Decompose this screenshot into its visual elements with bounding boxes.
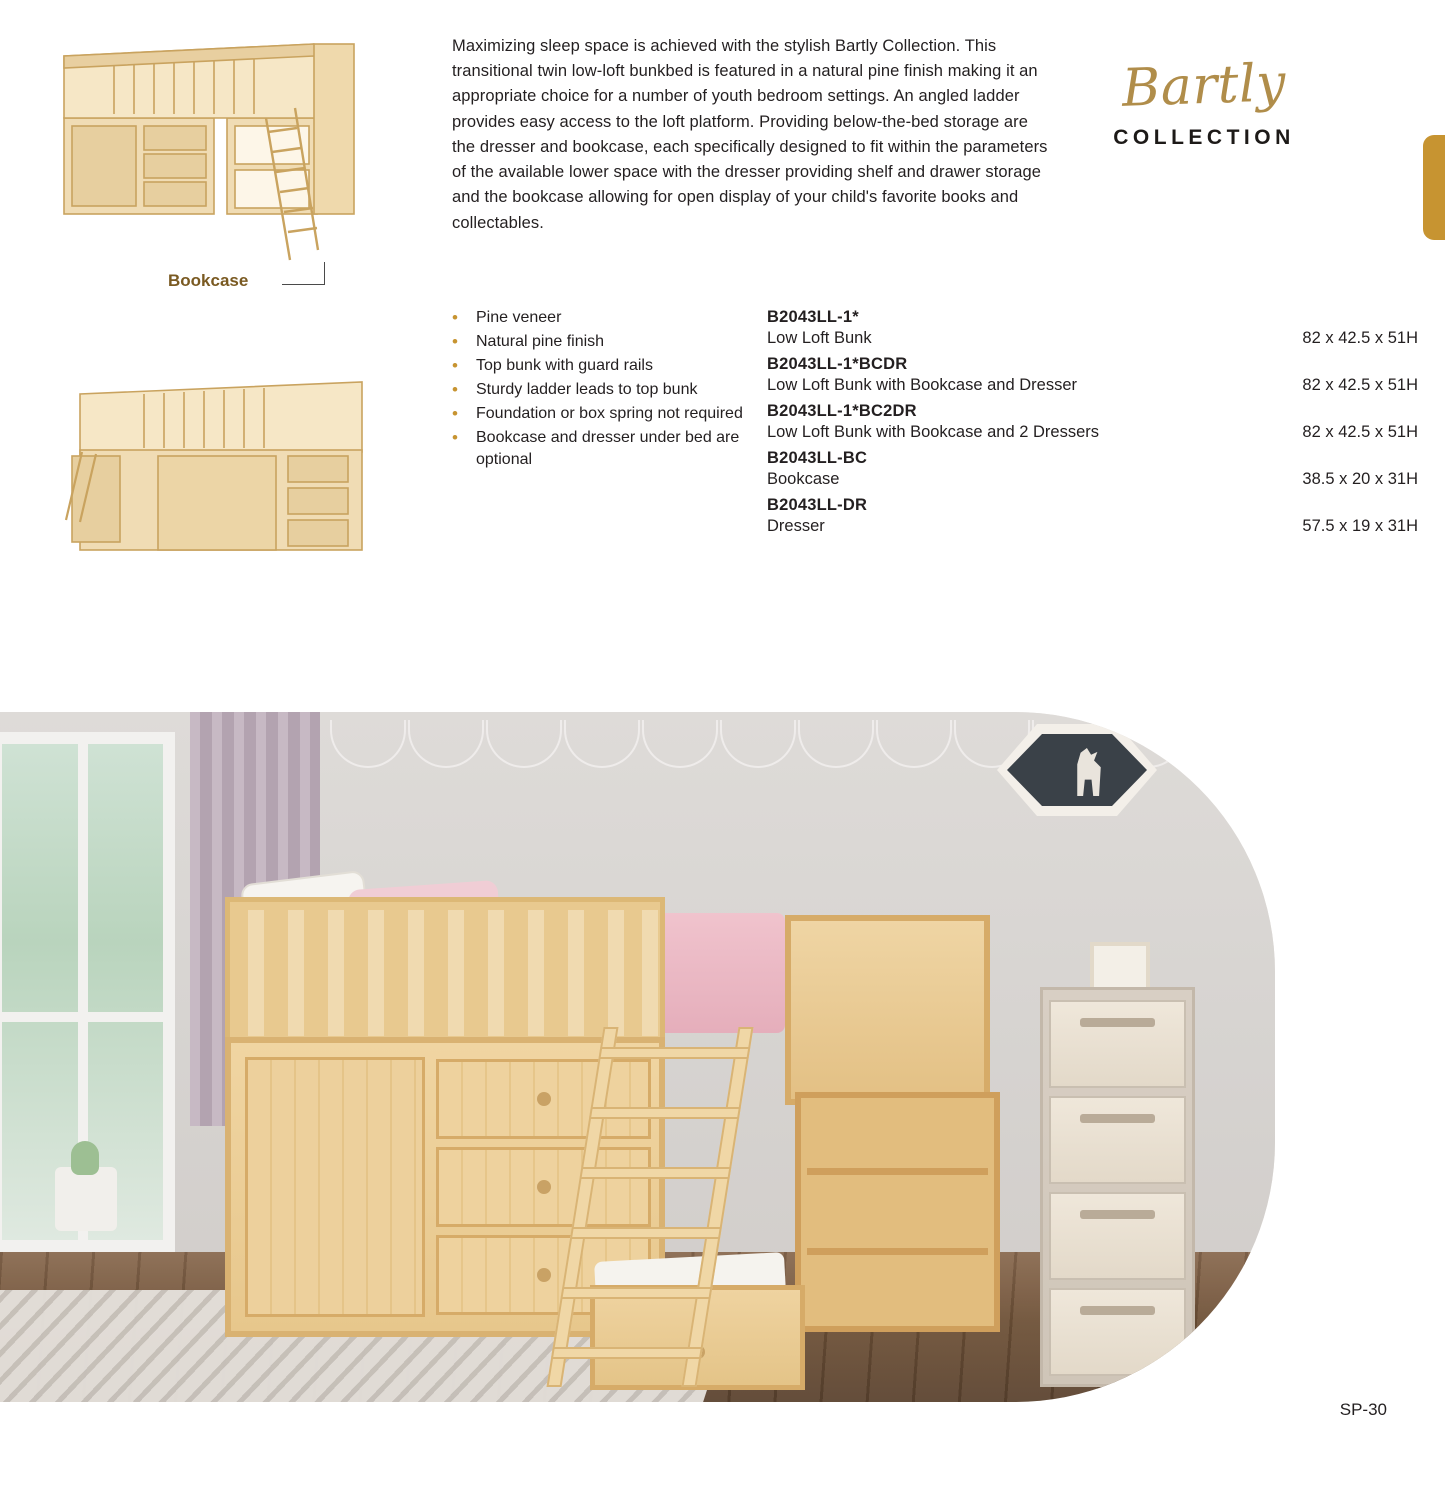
feature-text: Foundation or box spring not required [476, 404, 743, 422]
chest-drawer [1049, 1096, 1186, 1184]
page-tab-marker [1423, 135, 1445, 240]
table-row [767, 496, 1418, 536]
sku-code: B2043LL-1*BCDR [767, 355, 908, 373]
sku-code: B2043LL-DR [767, 496, 868, 514]
headboard-panel [785, 915, 990, 1105]
brand-subtitle: COLLECTION [1113, 126, 1295, 149]
feature-text: Pine veneer [476, 309, 562, 326]
sku-code: B2043LL-1*BC2DR [767, 402, 917, 420]
list-item [452, 427, 752, 472]
potted-plant [55, 1167, 117, 1231]
table-row [767, 449, 1418, 489]
feature-text: Natural pine finish [476, 332, 605, 350]
product-illustration-loft-bunk-bookcase [52, 22, 367, 262]
table-row [767, 308, 1418, 348]
bookcase-callout-label: Bookcase [168, 271, 249, 290]
sku-dimensions: 57.5 x 19 x 31H [1302, 517, 1418, 535]
sku-dimensions: 82 x 42.5 x 51H [1302, 329, 1418, 347]
collection-description: Maximizing sleep space is achieved with the stylish Bartly Collection. This transitional twin low-loft bunkbed is featured in a natural pine finish making it an appropriate choice for a number of youth bedroom settings. An angled ladder provides easy access to the loft platform. Providing below-the-bed storage are the dresser and bookcase, each specifically designed to fit within the parameters of the available lower space with the dresser providing shelf and drawer storage and the bookcase allowing for open display of your child's favorite books and collectables. [452, 37, 1048, 232]
brand-name: Bartly [1121, 53, 1287, 119]
chest-drawer [1049, 1288, 1186, 1376]
bookcase-callout-leader [282, 262, 325, 285]
under-bed-bookcase [795, 1092, 1000, 1332]
bullet-icon: • [452, 331, 458, 351]
list-item [452, 331, 752, 354]
sku-name: Bookcase [767, 470, 840, 488]
bullet-icon: • [452, 427, 458, 447]
low-loft-bunk-bed [205, 897, 1005, 1397]
feature-text: Bookcase and dresser under bed are optional [476, 428, 740, 469]
sku-name: Dresser [767, 517, 825, 535]
sku-table [767, 308, 1418, 543]
product-illustration-loft-bunk-dresser [62, 372, 372, 580]
sku-name: Low Loft Bunk with Bookcase and Dresser [767, 376, 1077, 394]
chest-drawer [1049, 1000, 1186, 1088]
sku-dimensions: 82 x 42.5 x 51H [1302, 376, 1418, 394]
lifestyle-photo [0, 712, 1275, 1402]
feature-text: Sturdy ladder leads to top bunk [476, 380, 698, 398]
list-item [452, 355, 752, 378]
chest-drawer [1049, 1192, 1186, 1280]
feature-list [452, 307, 752, 473]
bullet-icon: • [452, 379, 458, 399]
table-row [767, 355, 1418, 395]
sku-code: B2043LL-BC [767, 449, 868, 467]
table-row [767, 402, 1418, 442]
sku-name: Low Loft Bunk [767, 329, 872, 347]
sku-code: B2043LL-1* [767, 308, 859, 326]
bullet-icon: • [452, 355, 458, 375]
list-item [452, 403, 752, 426]
bullet-icon: • [452, 308, 458, 327]
page-number: SP-30 [1339, 1400, 1387, 1419]
sku-name: Low Loft Bunk with Bookcase and 2 Dressers [767, 423, 1100, 441]
tall-chest-of-drawers [1040, 987, 1195, 1387]
sku-dimensions: 38.5 x 20 x 31H [1302, 470, 1418, 488]
list-item [452, 379, 752, 402]
dresser-door [245, 1057, 425, 1317]
brand-block [1069, 53, 1339, 150]
guard-rail [225, 897, 665, 1042]
bullet-icon: • [452, 403, 458, 423]
feature-text: Top bunk with guard rails [476, 356, 653, 374]
sku-dimensions: 82 x 42.5 x 51H [1302, 423, 1418, 441]
list-item [452, 307, 752, 330]
